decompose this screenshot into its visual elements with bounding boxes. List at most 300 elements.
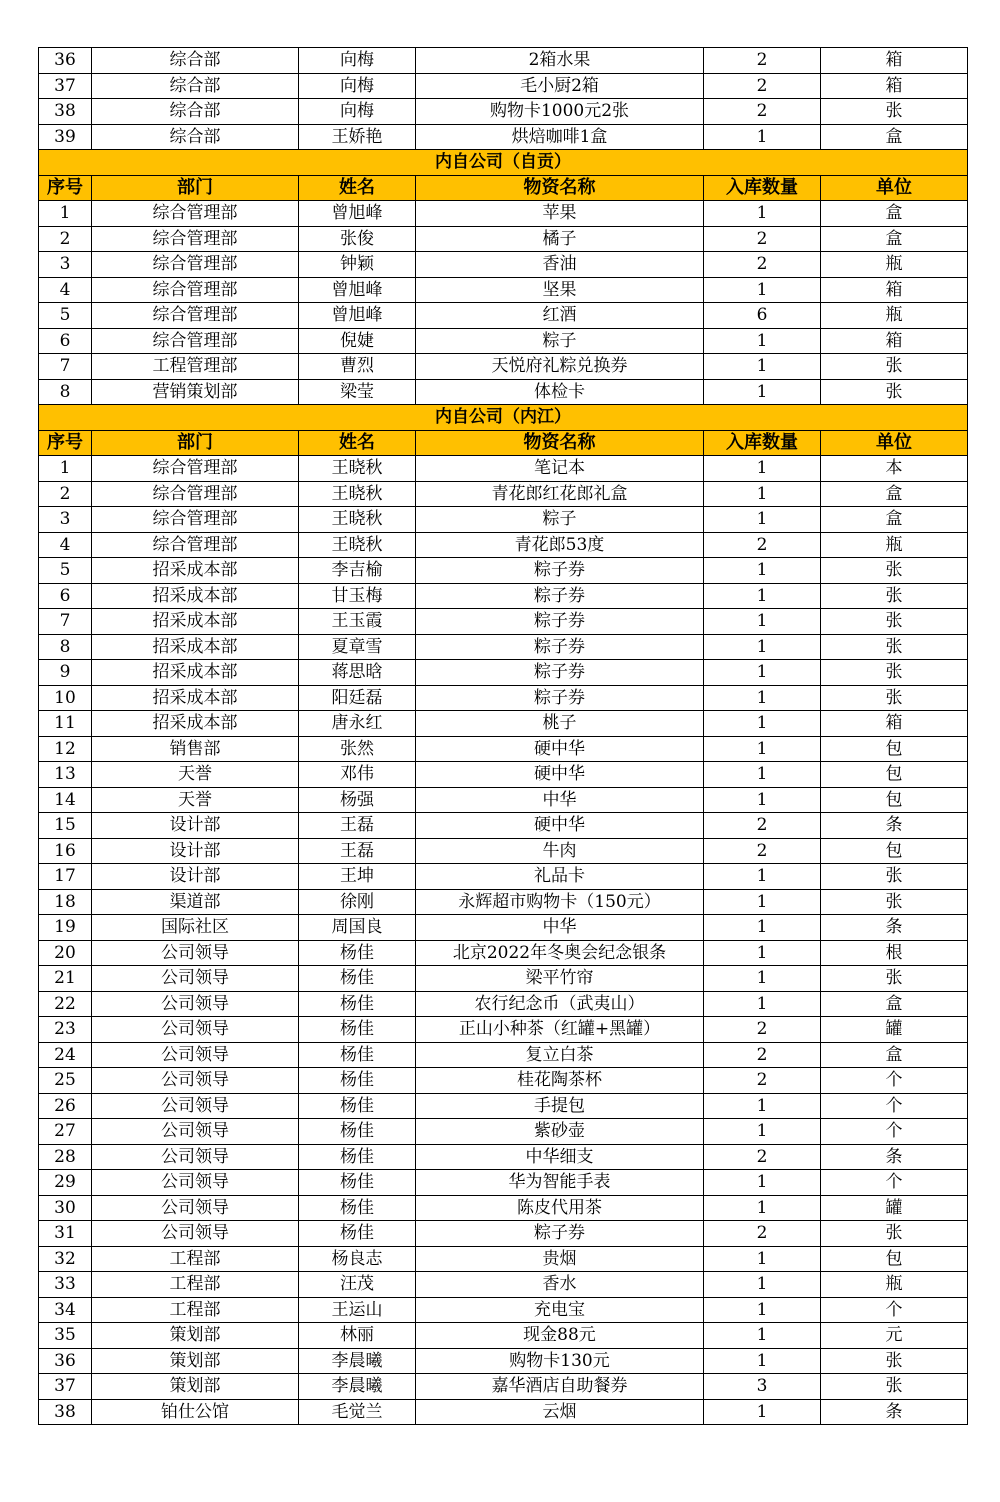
table-row — [39, 1195, 968, 1221]
department-cell: 公司领导 — [92, 1170, 299, 1196]
unit-cell: 瓶 — [821, 303, 968, 329]
index-cell: 16 — [39, 838, 92, 864]
item-name-cell: 硬中华 — [416, 762, 704, 788]
item-name-cell: 橘子 — [416, 226, 704, 252]
unit-cell: 张 — [821, 354, 968, 380]
table-row — [39, 481, 968, 507]
unit-cell: 个 — [821, 1297, 968, 1323]
quantity-cell: 1 — [704, 1297, 821, 1323]
column-header-row — [39, 430, 968, 456]
quantity-cell: 1 — [704, 277, 821, 303]
unit-cell: 盒 — [821, 226, 968, 252]
name-cell: 王玉霞 — [299, 609, 416, 635]
item-name-cell: 粽子券 — [416, 634, 704, 660]
quantity-cell: 1 — [704, 940, 821, 966]
department-cell: 铂仕公馆 — [92, 1399, 299, 1425]
quantity-cell: 1 — [704, 583, 821, 609]
index-cell: 37 — [39, 73, 92, 99]
item-name-cell: 苹果 — [416, 201, 704, 227]
table-row — [39, 1093, 968, 1119]
table-row — [39, 813, 968, 839]
name-cell: 杨佳 — [299, 1093, 416, 1119]
item-name-cell: 桂花陶茶杯 — [416, 1068, 704, 1094]
item-name-cell: 现金88元 — [416, 1323, 704, 1349]
table-row — [39, 1323, 968, 1349]
name-cell: 李吉榆 — [299, 558, 416, 584]
department-cell: 公司领导 — [92, 1119, 299, 1145]
name-cell: 毛觉兰 — [299, 1399, 416, 1425]
table-row — [39, 915, 968, 941]
department-cell: 综合管理部 — [92, 201, 299, 227]
index-cell: 17 — [39, 864, 92, 890]
quantity-cell: 1 — [704, 711, 821, 737]
unit-cell: 瓶 — [821, 1272, 968, 1298]
item-name-cell: 粽子券 — [416, 583, 704, 609]
department-cell: 天誉 — [92, 762, 299, 788]
unit-cell: 张 — [821, 660, 968, 686]
unit-cell: 箱 — [821, 711, 968, 737]
table-row — [39, 354, 968, 380]
name-cell: 曾旭峰 — [299, 201, 416, 227]
section-title: 内自公司（内江） — [39, 405, 968, 431]
index-cell: 9 — [39, 660, 92, 686]
table-row — [39, 507, 968, 533]
department-cell: 综合管理部 — [92, 226, 299, 252]
quantity-cell: 2 — [704, 1144, 821, 1170]
quantity-cell: 2 — [704, 1042, 821, 1068]
quantity-cell: 1 — [704, 685, 821, 711]
name-cell: 夏章雪 — [299, 634, 416, 660]
department-cell: 招采成本部 — [92, 660, 299, 686]
item-name-cell: 紫砂壶 — [416, 1119, 704, 1145]
quantity-cell: 2 — [704, 252, 821, 278]
index-cell: 6 — [39, 583, 92, 609]
column-header: 单位 — [821, 430, 968, 456]
index-cell: 10 — [39, 685, 92, 711]
index-cell: 4 — [39, 277, 92, 303]
name-cell: 甘玉梅 — [299, 583, 416, 609]
department-cell: 策划部 — [92, 1374, 299, 1400]
item-name-cell: 手提包 — [416, 1093, 704, 1119]
unit-cell: 张 — [821, 1374, 968, 1400]
item-name-cell: 青花郎红花郎礼盒 — [416, 481, 704, 507]
unit-cell: 包 — [821, 736, 968, 762]
column-header: 入库数量 — [704, 175, 821, 201]
name-cell: 王坤 — [299, 864, 416, 890]
section-title-row — [39, 405, 968, 431]
department-cell: 综合部 — [92, 73, 299, 99]
table-row — [39, 991, 968, 1017]
quantity-cell: 1 — [704, 1246, 821, 1272]
column-header: 部门 — [92, 175, 299, 201]
quantity-cell: 2 — [704, 1068, 821, 1094]
index-cell: 12 — [39, 736, 92, 762]
index-cell: 15 — [39, 813, 92, 839]
department-cell: 招采成本部 — [92, 685, 299, 711]
unit-cell: 条 — [821, 813, 968, 839]
department-cell: 综合管理部 — [92, 303, 299, 329]
item-name-cell: 充电宝 — [416, 1297, 704, 1323]
index-cell: 23 — [39, 1017, 92, 1043]
item-name-cell: 粽子 — [416, 507, 704, 533]
quantity-cell: 1 — [704, 634, 821, 660]
name-cell: 杨佳 — [299, 966, 416, 992]
quantity-cell: 1 — [704, 1323, 821, 1349]
item-name-cell: 硬中华 — [416, 736, 704, 762]
name-cell: 钟颖 — [299, 252, 416, 278]
table-row — [39, 252, 968, 278]
section-title-row — [39, 150, 968, 176]
name-cell: 王磊 — [299, 813, 416, 839]
table-row — [39, 226, 968, 252]
table-row — [39, 1144, 968, 1170]
department-cell: 设计部 — [92, 864, 299, 890]
unit-cell: 个 — [821, 1068, 968, 1094]
index-cell: 28 — [39, 1144, 92, 1170]
quantity-cell: 1 — [704, 1119, 821, 1145]
quantity-cell: 1 — [704, 354, 821, 380]
index-cell: 8 — [39, 379, 92, 405]
unit-cell: 个 — [821, 1119, 968, 1145]
department-cell: 招采成本部 — [92, 711, 299, 737]
name-cell: 向梅 — [299, 73, 416, 99]
item-name-cell: 粽子券 — [416, 558, 704, 584]
name-cell: 杨强 — [299, 787, 416, 813]
department-cell: 销售部 — [92, 736, 299, 762]
item-name-cell: 硬中华 — [416, 813, 704, 839]
index-cell: 13 — [39, 762, 92, 788]
item-name-cell: 嘉华酒店自助餐券 — [416, 1374, 704, 1400]
unit-cell: 张 — [821, 583, 968, 609]
index-cell: 27 — [39, 1119, 92, 1145]
item-name-cell: 粽子券 — [416, 1221, 704, 1247]
index-cell: 19 — [39, 915, 92, 941]
item-name-cell: 陈皮代用茶 — [416, 1195, 704, 1221]
unit-cell: 罐 — [821, 1195, 968, 1221]
index-cell: 3 — [39, 252, 92, 278]
department-cell: 综合管理部 — [92, 507, 299, 533]
item-name-cell: 购物卡1000元2张 — [416, 99, 704, 125]
name-cell: 李晨曦 — [299, 1348, 416, 1374]
department-cell: 公司领导 — [92, 1042, 299, 1068]
name-cell: 杨良志 — [299, 1246, 416, 1272]
unit-cell: 箱 — [821, 48, 968, 74]
column-header: 物资名称 — [416, 430, 704, 456]
table-row — [39, 1374, 968, 1400]
quantity-cell: 1 — [704, 787, 821, 813]
inventory-table-body — [39, 48, 968, 1425]
item-name-cell: 粽子 — [416, 328, 704, 354]
section-title: 内自公司（自贡） — [39, 150, 968, 176]
unit-cell: 包 — [821, 787, 968, 813]
index-cell: 22 — [39, 991, 92, 1017]
index-cell: 18 — [39, 889, 92, 915]
quantity-cell: 1 — [704, 1399, 821, 1425]
column-header: 序号 — [39, 175, 92, 201]
table-row — [39, 634, 968, 660]
unit-cell: 张 — [821, 609, 968, 635]
name-cell: 杨佳 — [299, 1144, 416, 1170]
unit-cell: 元 — [821, 1323, 968, 1349]
department-cell: 工程管理部 — [92, 354, 299, 380]
item-name-cell: 粽子券 — [416, 660, 704, 686]
index-cell: 38 — [39, 99, 92, 125]
department-cell: 工程部 — [92, 1272, 299, 1298]
index-cell: 14 — [39, 787, 92, 813]
item-name-cell: 天悦府礼粽兑换券 — [416, 354, 704, 380]
table-row — [39, 328, 968, 354]
table-row — [39, 1119, 968, 1145]
quantity-cell: 1 — [704, 379, 821, 405]
department-cell: 综合管理部 — [92, 481, 299, 507]
item-name-cell: 永辉超市购物卡（150元） — [416, 889, 704, 915]
name-cell: 唐永红 — [299, 711, 416, 737]
name-cell: 阳廷磊 — [299, 685, 416, 711]
index-cell: 29 — [39, 1170, 92, 1196]
quantity-cell: 2 — [704, 838, 821, 864]
item-name-cell: 中华 — [416, 915, 704, 941]
quantity-cell: 1 — [704, 558, 821, 584]
table-row — [39, 201, 968, 227]
department-cell: 招采成本部 — [92, 558, 299, 584]
quantity-cell: 1 — [704, 456, 821, 482]
index-cell: 37 — [39, 1374, 92, 1400]
unit-cell: 盒 — [821, 991, 968, 1017]
table-row — [39, 711, 968, 737]
unit-cell: 包 — [821, 838, 968, 864]
name-cell: 周国良 — [299, 915, 416, 941]
department-cell: 公司领导 — [92, 940, 299, 966]
department-cell: 综合管理部 — [92, 456, 299, 482]
unit-cell: 条 — [821, 915, 968, 941]
item-name-cell: 礼品卡 — [416, 864, 704, 890]
table-row — [39, 1221, 968, 1247]
index-cell: 35 — [39, 1323, 92, 1349]
name-cell: 王晓秋 — [299, 532, 416, 558]
index-cell: 36 — [39, 48, 92, 74]
name-cell: 杨佳 — [299, 940, 416, 966]
item-name-cell: 购物卡130元 — [416, 1348, 704, 1374]
unit-cell: 包 — [821, 762, 968, 788]
name-cell: 张俊 — [299, 226, 416, 252]
name-cell: 向梅 — [299, 99, 416, 125]
table-row — [39, 1246, 968, 1272]
item-name-cell: 桃子 — [416, 711, 704, 737]
department-cell: 天誉 — [92, 787, 299, 813]
index-cell: 4 — [39, 532, 92, 558]
quantity-cell: 1 — [704, 1195, 821, 1221]
name-cell: 杨佳 — [299, 1068, 416, 1094]
department-cell: 设计部 — [92, 838, 299, 864]
name-cell: 徐刚 — [299, 889, 416, 915]
index-cell: 1 — [39, 201, 92, 227]
index-cell: 34 — [39, 1297, 92, 1323]
column-header: 姓名 — [299, 430, 416, 456]
index-cell: 6 — [39, 328, 92, 354]
item-name-cell: 中华细支 — [416, 1144, 704, 1170]
table-row — [39, 889, 968, 915]
department-cell: 综合部 — [92, 48, 299, 74]
quantity-cell: 1 — [704, 481, 821, 507]
table-row — [39, 787, 968, 813]
unit-cell: 张 — [821, 889, 968, 915]
unit-cell: 本 — [821, 456, 968, 482]
item-name-cell: 粽子券 — [416, 685, 704, 711]
index-cell: 25 — [39, 1068, 92, 1094]
department-cell: 设计部 — [92, 813, 299, 839]
name-cell: 倪婕 — [299, 328, 416, 354]
unit-cell: 瓶 — [821, 252, 968, 278]
item-name-cell: 青花郎53度 — [416, 532, 704, 558]
unit-cell: 张 — [821, 1348, 968, 1374]
table-row — [39, 379, 968, 405]
unit-cell: 根 — [821, 940, 968, 966]
department-cell: 综合管理部 — [92, 277, 299, 303]
table-row — [39, 762, 968, 788]
table-row — [39, 48, 968, 74]
unit-cell: 箱 — [821, 73, 968, 99]
unit-cell: 张 — [821, 634, 968, 660]
unit-cell: 盒 — [821, 1042, 968, 1068]
department-cell: 公司领导 — [92, 1093, 299, 1119]
table-row — [39, 558, 968, 584]
table-row — [39, 660, 968, 686]
item-name-cell: 香水 — [416, 1272, 704, 1298]
unit-cell: 张 — [821, 1221, 968, 1247]
index-cell: 30 — [39, 1195, 92, 1221]
name-cell: 王晓秋 — [299, 507, 416, 533]
department-cell: 招采成本部 — [92, 583, 299, 609]
name-cell: 林丽 — [299, 1323, 416, 1349]
quantity-cell: 2 — [704, 1221, 821, 1247]
unit-cell: 张 — [821, 99, 968, 125]
quantity-cell: 1 — [704, 507, 821, 533]
quantity-cell: 1 — [704, 1348, 821, 1374]
department-cell: 综合管理部 — [92, 252, 299, 278]
quantity-cell: 3 — [704, 1374, 821, 1400]
name-cell: 梁莹 — [299, 379, 416, 405]
table-row — [39, 609, 968, 635]
unit-cell: 盒 — [821, 201, 968, 227]
name-cell: 王娇艳 — [299, 124, 416, 150]
quantity-cell: 6 — [704, 303, 821, 329]
department-cell: 策划部 — [92, 1348, 299, 1374]
index-cell: 1 — [39, 456, 92, 482]
name-cell: 曹烈 — [299, 354, 416, 380]
name-cell: 曾旭峰 — [299, 303, 416, 329]
quantity-cell: 1 — [704, 124, 821, 150]
index-cell: 7 — [39, 609, 92, 635]
quantity-cell: 2 — [704, 226, 821, 252]
name-cell: 杨佳 — [299, 1195, 416, 1221]
department-cell: 综合部 — [92, 99, 299, 125]
quantity-cell: 1 — [704, 991, 821, 1017]
item-name-cell: 梁平竹帘 — [416, 966, 704, 992]
name-cell: 邓伟 — [299, 762, 416, 788]
table-row — [39, 1348, 968, 1374]
column-header: 姓名 — [299, 175, 416, 201]
table-row — [39, 1399, 968, 1425]
unit-cell: 个 — [821, 1170, 968, 1196]
table-row — [39, 583, 968, 609]
item-name-cell: 毛小厨2箱 — [416, 73, 704, 99]
table-row — [39, 303, 968, 329]
department-cell: 公司领导 — [92, 1017, 299, 1043]
quantity-cell: 2 — [704, 48, 821, 74]
name-cell: 杨佳 — [299, 991, 416, 1017]
index-cell: 36 — [39, 1348, 92, 1374]
department-cell: 公司领导 — [92, 991, 299, 1017]
index-cell: 26 — [39, 1093, 92, 1119]
unit-cell: 盒 — [821, 481, 968, 507]
quantity-cell: 1 — [704, 328, 821, 354]
item-name-cell: 体检卡 — [416, 379, 704, 405]
table-row — [39, 736, 968, 762]
unit-cell: 张 — [821, 379, 968, 405]
unit-cell: 条 — [821, 1399, 968, 1425]
name-cell: 杨佳 — [299, 1017, 416, 1043]
table-row — [39, 1017, 968, 1043]
name-cell: 向梅 — [299, 48, 416, 74]
unit-cell: 包 — [821, 1246, 968, 1272]
department-cell: 综合部 — [92, 124, 299, 150]
item-name-cell: 农行纪念币（武夷山） — [416, 991, 704, 1017]
index-cell: 3 — [39, 507, 92, 533]
name-cell: 杨佳 — [299, 1221, 416, 1247]
column-header: 部门 — [92, 430, 299, 456]
name-cell: 王晓秋 — [299, 456, 416, 482]
unit-cell: 张 — [821, 558, 968, 584]
table-row — [39, 966, 968, 992]
department-cell: 国际社区 — [92, 915, 299, 941]
index-cell: 24 — [39, 1042, 92, 1068]
unit-cell: 条 — [821, 1144, 968, 1170]
index-cell: 5 — [39, 303, 92, 329]
item-name-cell: 烘焙咖啡1盒 — [416, 124, 704, 150]
table-row — [39, 99, 968, 125]
quantity-cell: 1 — [704, 1272, 821, 1298]
quantity-cell: 1 — [704, 1170, 821, 1196]
department-cell: 工程部 — [92, 1297, 299, 1323]
index-cell: 7 — [39, 354, 92, 380]
item-name-cell: 粽子券 — [416, 609, 704, 635]
unit-cell: 个 — [821, 1093, 968, 1119]
item-name-cell: 华为智能手表 — [416, 1170, 704, 1196]
item-name-cell: 牛肉 — [416, 838, 704, 864]
item-name-cell: 中华 — [416, 787, 704, 813]
name-cell: 张然 — [299, 736, 416, 762]
quantity-cell: 2 — [704, 73, 821, 99]
department-cell: 工程部 — [92, 1246, 299, 1272]
department-cell: 公司领导 — [92, 1221, 299, 1247]
column-header-row — [39, 175, 968, 201]
quantity-cell: 2 — [704, 99, 821, 125]
index-cell: 8 — [39, 634, 92, 660]
unit-cell: 盒 — [821, 507, 968, 533]
index-cell: 20 — [39, 940, 92, 966]
unit-cell: 罐 — [821, 1017, 968, 1043]
table-row — [39, 1297, 968, 1323]
department-cell: 公司领导 — [92, 1144, 299, 1170]
column-header: 序号 — [39, 430, 92, 456]
index-cell: 2 — [39, 481, 92, 507]
quantity-cell: 1 — [704, 762, 821, 788]
name-cell: 王晓秋 — [299, 481, 416, 507]
table-row — [39, 1272, 968, 1298]
name-cell: 杨佳 — [299, 1042, 416, 1068]
quantity-cell: 1 — [704, 915, 821, 941]
item-name-cell: 正山小种茶（红罐+黑罐） — [416, 1017, 704, 1043]
